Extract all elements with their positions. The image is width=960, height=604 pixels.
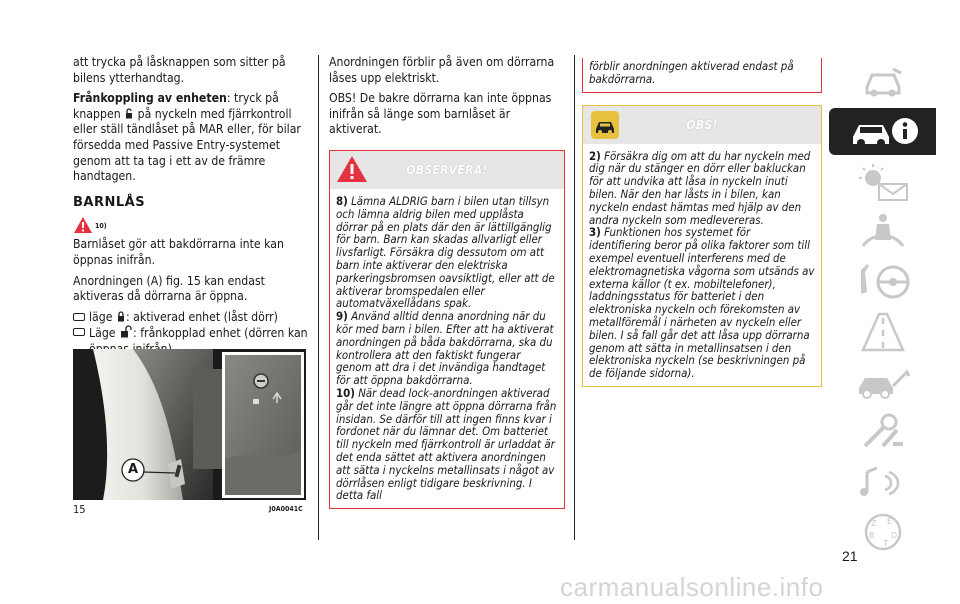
watermark: carmanualsonline.info: [560, 572, 824, 602]
warning-item: [336, 310, 558, 387]
tab-starting-driving[interactable]: [829, 258, 936, 305]
column-divider-2: [574, 55, 575, 540]
door-photo: [73, 349, 306, 500]
tab-multimedia[interactable]: [829, 458, 936, 505]
obs-box-body: [583, 144, 821, 386]
bullet-car-icon: [73, 328, 85, 336]
warning-item-text: När dead lock-anordningen aktiverad går det inte längre att öppna dörrarna från insidan. Se därför till att ingen finns kvar i fordonet när du lämnar det. Om batteriet till nyckeln med fjärrkontroll är urladdat är det enda sättet att aktivera anordningen att sätta i nyckelns metallinsats i något av dörrlåsen enligt tidigare beskrivning. I detta fall: [336, 385, 557, 503]
warning-box-header: [330, 151, 564, 189]
bullet-locked: [73, 310, 309, 326]
warning-item-text: Lämna ALDRIG barn i bilen utan tillsyn och lämna aldrig bilen med upplåsta dörrar på en plats där den är lättillgänglig för barn. Barn kan skadas allvarligt eller livsfarligt. Försäkra dig dessutom om att barn inte aktiverar den elektriska parkeringsbromsen oavsiktligt, eller att de aktiverar bromspedalen eller automatväxellådans spak.: [336, 193, 555, 311]
disconnect-label: Frånkoppling av enheten: [73, 91, 227, 106]
bullet-unlocked-a: Läge: [89, 326, 120, 341]
obs-item: [589, 226, 815, 380]
obs-item-number: 3): [589, 225, 601, 240]
column-1: [73, 55, 309, 358]
warning-item-number: 9): [336, 309, 348, 324]
svg-text:T: T: [882, 538, 888, 548]
warning-item-number: 10): [336, 385, 355, 400]
paragraph-device-remains: Anordningen förblir på även om dörrarna låses upp elektriskt.: [329, 55, 555, 85]
tab-road[interactable]: [829, 308, 936, 355]
warning-ref-number: 10): [95, 221, 107, 230]
bullet-locked-a: läge: [89, 309, 116, 324]
warning-item-text: Använd alltid denna anordning när du kör med barn i bilen. Efter att ha aktiverat anordningen på båda bakdörrarna, ska du kontrollera att den faktiskt fungerar genom att dra i det invändiga handtaget för att öppna bakdörrarna.: [336, 309, 554, 388]
warning-box-continuation: förblir anordningen aktiverad endast på bakdörrarna.: [582, 58, 822, 93]
figure-number: 15: [73, 503, 86, 516]
bullet-car-icon: [73, 313, 85, 321]
warning-box-title: OBSERVERA!: [406, 162, 488, 177]
warning-item: [336, 195, 558, 310]
warning-box: [329, 150, 565, 509]
column-2: [329, 55, 565, 509]
warning-box-body: [330, 189, 564, 508]
figure-callout-a: A: [128, 462, 139, 477]
svg-text:E: E: [886, 516, 892, 526]
page-number: 21: [842, 548, 858, 564]
tab-car-overview[interactable]: [829, 58, 936, 105]
column-divider-1: [318, 55, 319, 540]
warning-reference: [73, 212, 309, 234]
warning-item-number: 8): [336, 193, 348, 208]
svg-text:D: D: [890, 530, 897, 540]
obs-item-text: Funktionen hos systemet för identifiering beror på olika faktorer som till exempel eventuell interferens med de elektromagnetiska vågorna som utsänds av externa källor (t ex. mobiltelefoner), laddningsstatus för batteriet i den elektroniska nyckeln och förekomsten av metallföremål i närheten av nyckeln eller bilen. I så fall går det att låsa upp dörrarna genom att sätta in metallinsatsen i den elektroniska nyckeln (se beskrivningen på de följande sidorna).: [589, 225, 815, 381]
tab-car-info[interactable]: [829, 108, 936, 155]
warning-item: [336, 387, 558, 502]
lock-closed-icon: [117, 311, 125, 322]
figure-id: J0A0041C: [269, 505, 303, 513]
warning-triangle-icon: [73, 216, 93, 234]
svg-text:B: B: [868, 530, 874, 540]
car-info-icon: [845, 113, 921, 151]
tab-safety[interactable]: [829, 208, 936, 255]
svg-text:Z: Z: [870, 518, 876, 528]
column-3: [582, 58, 822, 387]
obs-box-title: OBS!: [686, 117, 718, 132]
tools-icon: [853, 412, 913, 452]
bullet-unlocked-b: : frånkopplad enhet (dörren kan: [133, 326, 308, 341]
paragraph-obs-note: OBS! De bakre dörrarna kan inte öppnas inifrån så länge som barnlåset är aktiverat.: [329, 91, 552, 137]
chapter-sidebar: [829, 58, 936, 558]
paragraph-disconnect: [73, 91, 309, 185]
safety-icon: [853, 212, 913, 252]
paragraph-childlock-info: Barnlåset gör att bakdörrarna inte kan öppnas inifrån.: [73, 237, 284, 267]
bullet-locked-b: : aktiverad enhet (låst dörr): [125, 309, 278, 324]
paragraph-lock-button: att trycka på låsknappen som sitter på bilens ytterhandtag.: [73, 55, 286, 85]
obs-item-text: Försäkra dig om att du har nyckeln med dig när du stänger en dörr eller bakluckan för att undvika att låsa in nyckeln inuti bilen. När den har låsts in i bilen, kan nyckeln endast hämtas med hjälp av den andra nyckeln som medlevereras.: [589, 148, 811, 227]
disconnect-text-b: på nyckeln med fjärrkontroll eller ställ tändlåset på MAR eller, för bilar försedda med Passive Entry-systemet genom att ta tag i ett av de främre handtagen.: [73, 106, 301, 184]
obs-item-number: 2): [589, 148, 601, 163]
lock-open-icon: [120, 325, 132, 338]
obs-box: [582, 105, 822, 387]
lights-warnings-icon: [853, 162, 913, 202]
disconnect-text-a: : tryck på knappen: [73, 91, 279, 121]
paragraph-device-info: Anordningen (A) fig. 15 kan endast aktiveras då dörrarna är öppna.: [73, 273, 265, 304]
obs-item: [589, 150, 815, 227]
steering-wheel-icon: [853, 262, 913, 302]
obs-box-header: [583, 106, 821, 144]
emergency-tow-icon: [853, 362, 913, 402]
figure-15-door-lock: [73, 349, 306, 500]
unlock-icon: [125, 108, 133, 119]
tab-maintenance[interactable]: [829, 408, 936, 455]
tab-lights-warnings[interactable]: [829, 158, 936, 205]
tab-emergency[interactable]: [829, 358, 936, 405]
index-icon: [853, 512, 913, 552]
car-overview-icon: [861, 65, 905, 99]
multimedia-icon: [853, 462, 913, 502]
road-icon: [853, 312, 913, 352]
section-heading: BARNLÅS: [73, 194, 146, 210]
